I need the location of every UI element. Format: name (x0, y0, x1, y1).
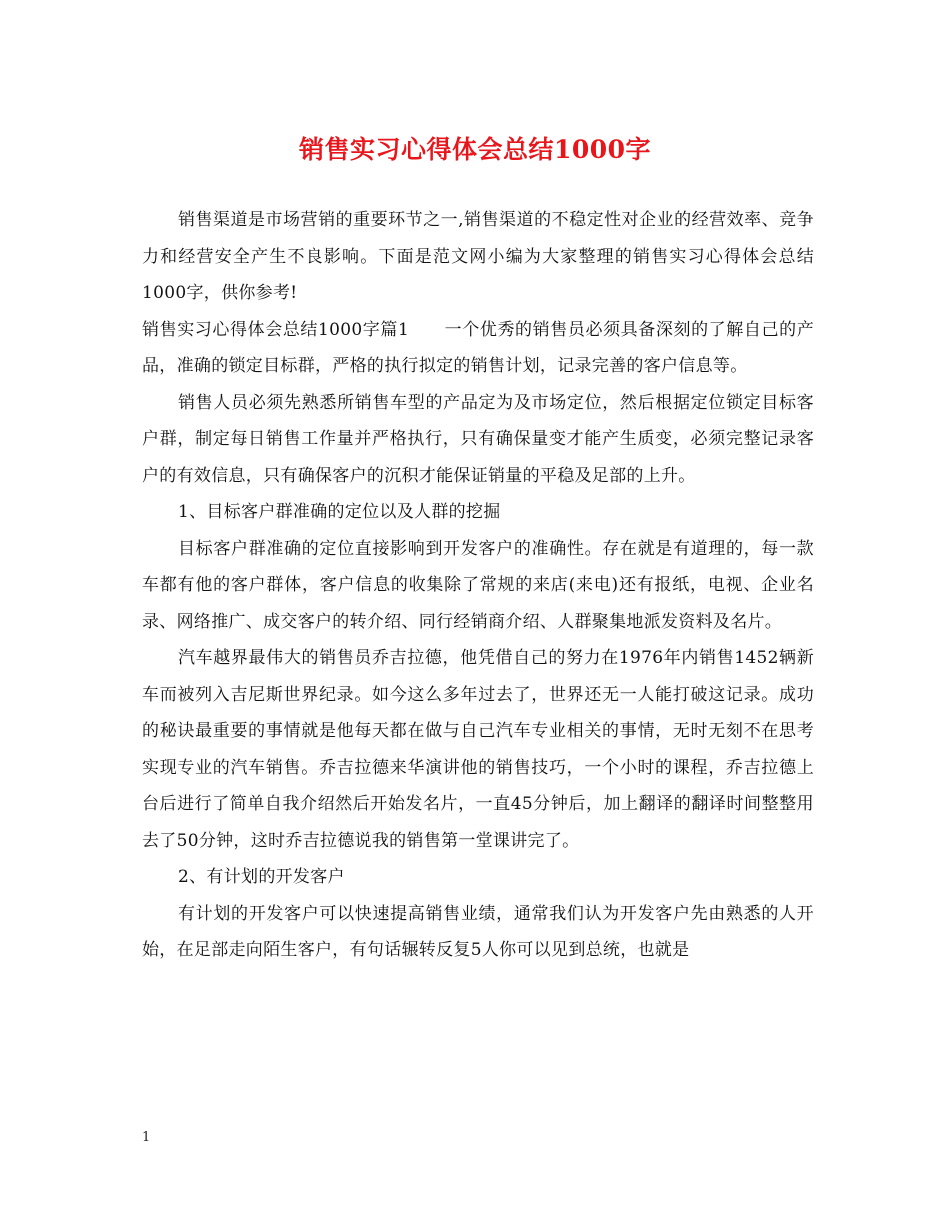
subheading-planned-development: 2、有计划的开发客户 (178, 867, 345, 887)
paragraph-sales-staff: 销售人员必须先熟悉所销售车型的产品定为及市场定位，然后根据定位锁定目标客户群，制定每日销售工作量并严格执行，只有确保量变才能产生质变，必须完整记录客户的有效信息，只有确保客户的沉积才能保证销量的平稳及足部的上升。 (142, 392, 814, 486)
subheading-target-customers: 1、目标客户群准确的定位以及人群的挖掘 (178, 502, 501, 522)
paragraph-planned-development: 有计划的开发客户可以快速提高销售业绩，通常我们认为开发客户先由熟悉的人开始，在足部走向陌生客户，有句话辗转反复5人你可以见到总统，也就是 (142, 903, 814, 960)
page-number: 1 (142, 1130, 151, 1145)
paragraph-section-1: 销售实习心得体会总结1000字篇1 一个优秀的销售员必须具备深刻的了解自己的产品，准确的锁定目标群，严格的执行拟定的销售计划，记录完善的客户信息等。 (142, 319, 814, 376)
paragraph-target-customers: 目标客户群准确的定位直接影响到开发客户的准确性。存在就是有道理的，每一款车都有他的客户群体，客户信息的收集除了常规的来店(来电)还有报纸，电视、企业名录、网络推广、成交客户的转介绍、同行经销商介绍、人群聚集地派发资料及名片。 (142, 538, 814, 632)
document-body (142, 202, 814, 969)
paragraph-joe-girard: 汽车越界最伟大的销售员乔吉拉德，他凭借自己的努力在1976年内销售1452辆新车而被列入吉尼斯世界纪录。如今这么多年过去了，世界还无一人能打破这记录。成功的秘诀最重要的事情就是他每天都在做与自己汽车专业相关的事情，无时无刻不在思考实现专业的汽车销售。乔吉拉德来华演讲他的销售技巧，一个小时的课程，乔吉拉德上台后进行了简单自我介绍然后开始发名片，一直45分钟后，加上翻译的翻译时间整整用去了50分钟，这时乔吉拉德说我的销售第一堂课讲完了。 (142, 648, 814, 851)
document-title: 销售实习心得体会总结1000字 (298, 135, 652, 164)
paragraph-intro: 销售渠道是市场营销的重要环节之一,销售渠道的不稳定性对企业的经营效率、竞争力和经营安全产生不良影响。下面是范文网小编为大家整理的销售实习心得体会总结1000字，供你参考! (142, 210, 814, 303)
